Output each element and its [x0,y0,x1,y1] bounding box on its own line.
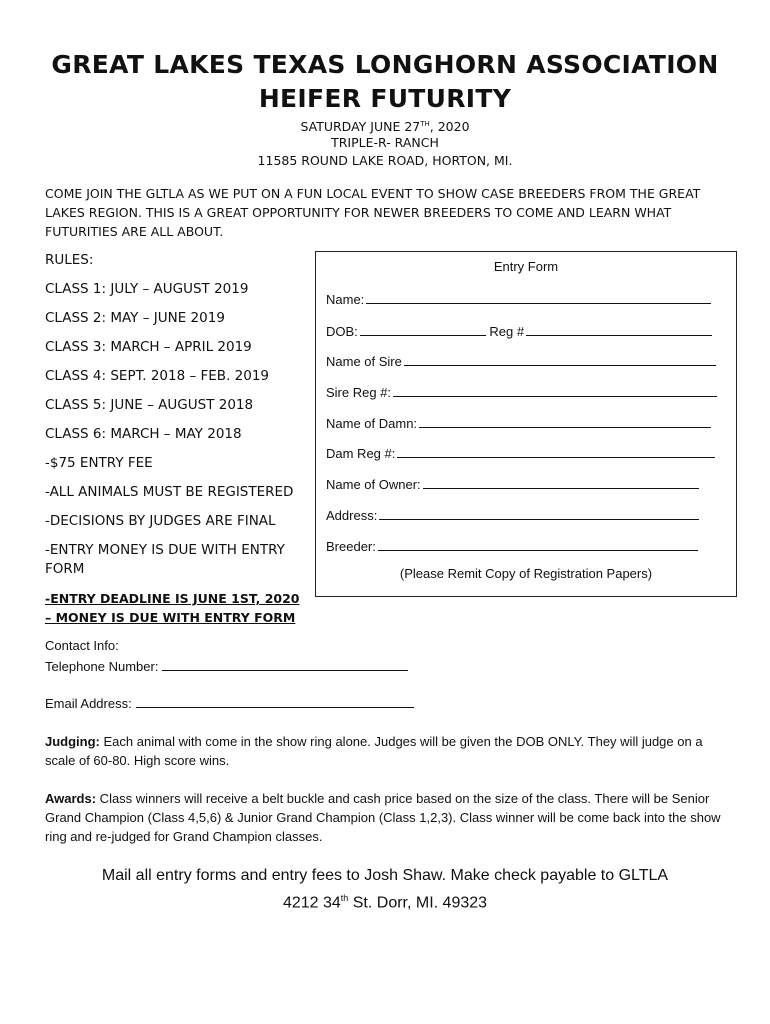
mail-address: 4212 34th St. Dorr, MI. 49323 [282,893,488,912]
rule-item: -$75 ENTRY FEE [45,455,153,471]
event-date: SATURDAY JUNE 27TH, 2020 [300,119,470,135]
page-subtitle: HEIFER FUTURITY [258,84,512,113]
event-address: 11585 ROUND LAKE ROAD, HORTON, MI. [257,153,513,168]
rule-item: -ENTRY MONEY IS DUE WITH ENTRY FORM [45,542,285,577]
dam-name-field[interactable]: Name of Damn: [326,414,711,431]
sire-name-field[interactable]: Name of Sire [326,352,716,369]
sire-reg-field[interactable]: Sire Reg #: [326,383,717,400]
rule-item: -DECISIONS BY JUDGES ARE FINAL [45,513,276,529]
entry-form-box [315,251,737,597]
judging-paragraph: Judging: Each animal with come in the show ring alone. Judges will be given the DOB ONLY. They will judge on a scale of 60-80. High score wins. [45,734,703,768]
owner-field[interactable]: Name of Owner: [326,475,699,492]
rule-item: CLASS 3: MARCH – APRIL 2019 [45,339,252,355]
rule-item: -ALL ANIMALS MUST BE REGISTERED [45,484,294,500]
dob-field[interactable]: DOB: Reg # [326,322,712,339]
mail-instructions: Mail all entry forms and entry fees to Josh Shaw. Make check payable to GLTLA [101,867,669,884]
awards-paragraph: Awards: Class winners will receive a belt buckle and cash price based on the size of the class. There will be Senior Grand Champion (Class 4,5,6) & Junior Grand Champion (Class 1,2,3). Class winner will be come back into the show ring and re-judged for Grand Champion classes. [45,791,721,844]
address-field[interactable]: Address: [326,506,699,523]
breeder-field[interactable]: Breeder: [326,537,698,554]
intro-text: COME JOIN THE GLTLA AS WE PUT ON A FUN LOCAL EVENT TO SHOW CASE BREEDERS FROM THE GREAT LAKES REGION. THIS IS A GREAT OPPORTUNITY FOR NEWER BREEDERS TO COME AND LEARN WHAT FUTURITIES ARE ALL ABOUT. [45,186,701,239]
remit-note: (Please Remit Copy of Registration Papers) [399,566,653,581]
rules-heading: RULES: [45,252,94,268]
name-field[interactable]: Name: [326,290,711,307]
contact-heading: Contact Info: [45,638,119,653]
event-venue: TRIPLE-R- RANCH [331,135,439,150]
telephone-field[interactable]: Telephone Number: [45,657,408,674]
page-title: GREAT LAKES TEXAS LONGHORN ASSOCIATION [51,50,719,79]
rule-item: CLASS 1: JULY – AUGUST 2019 [45,281,249,297]
entry-form-title: Entry Form [493,259,559,274]
entry-deadline: -ENTRY DEADLINE IS JUNE 1ST, 2020 – MONEY IS DUE WITH ENTRY FORM [45,591,300,625]
rule-item: CLASS 6: MARCH – MAY 2018 [45,426,242,442]
rule-item: CLASS 2: MAY – JUNE 2019 [45,310,225,326]
rule-item: CLASS 5: JUNE – AUGUST 2018 [45,397,254,413]
rule-item: CLASS 4: SEPT. 2018 – FEB. 2019 [45,368,270,384]
email-field[interactable]: Email Address: [45,694,414,711]
dam-reg-field[interactable]: Dam Reg #: [326,444,715,461]
